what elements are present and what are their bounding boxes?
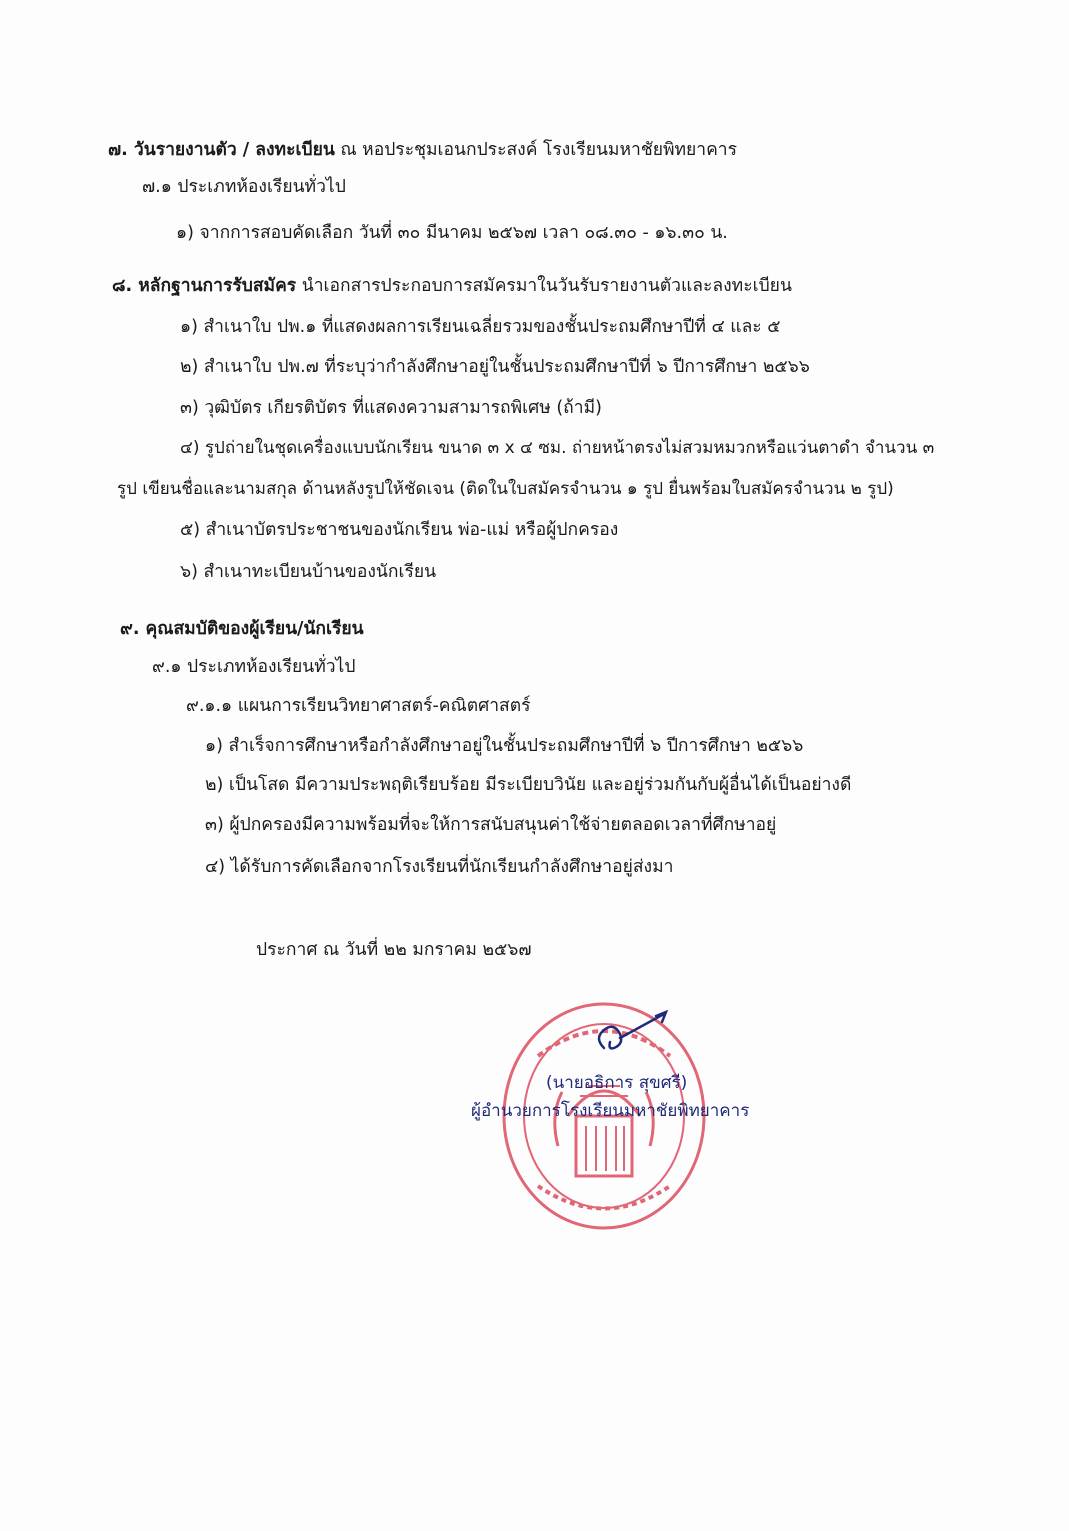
section9-sub1: ๙.๑ ประเภทห้องเรียนทั่วไป [152,657,356,677]
section7-item1: ๑) จากการสอบคัดเลือก วันที่ ๓๐ มีนาคม ๒๕๖๗ เวลา ๐๘.๓๐ - ๑๖.๓๐ น. [176,223,728,243]
section8-heading-rest: นำเอกสารประกอบการสมัครมาในวันรับรายงานตัวและลงทะเบียน [296,276,792,296]
section7-heading-bold: ๗. วันรายงานตัว / ลงทะเบียน [108,140,335,160]
section8-item4-line1: ๔) รูปถ่ายในชุดเครื่องแบบนักเรียน ขนาด ๓ x ๔ ซม. ถ่ายหน้าตรงไม่สวมหมวกหรือแว่นตาดำ จำนวน ๓ [180,438,935,458]
section9-item3: ๓) ผู้ปกครองมีความพร้อมที่จะให้การสนับสนุนค่าใช้จ่ายตลอดเวลาที่ศึกษาอยู่ [205,815,777,835]
section8-item1: ๑) สำเนาใบ ปพ.๑ ที่แสดงผลการเรียนเฉลี่ยรวมของชั้นประถมศึกษาปีที่ ๔ และ ๕ [180,317,781,337]
section7-heading [108,138,737,162]
section8-item4-line2: รูป เขียนชื่อและนามสกุล ด้านหลังรูปให้ชัดเจน (ติดในใบสมัครจำนวน ๑ รูป ยื่นพร้อมใบสมัครจำนวน ๒ รูป) [117,479,894,499]
section9-heading: ๙. คุณสมบัติของผู้เรียน/นักเรียน [120,619,364,639]
section8-item3: ๓) วุฒิบัตร เกียรติบัตร ที่แสดงความสามารถพิเศษ (ถ้ามี) [180,398,602,418]
section8-item6: ๖) สำเนาทะเบียนบ้านของนักเรียน [180,562,437,582]
section9-item1: ๑) สำเร็จการศึกษาหรือกำลังศึกษาอยู่ในชั้นประถมศึกษาปีที่ ๖ ปีการศึกษา ๒๕๖๖ [205,736,804,756]
section7-heading-rest: ณ หอประชุมเอนกประสงค์ โรงเรียนมหาชัยพิทยาคาร [334,140,738,160]
section7-sub1: ๗.๑ ประเภทห้องเรียนทั่วไป [142,177,346,197]
announcement-date: ประกาศ ณ วันที่ ๒๒ มกราคม ๒๕๖๗ [256,940,532,960]
section9-item2: ๒) เป็นโสด มีความประพฤติเรียบร้อย มีระเบียบวินัย และอยู่ร่วมกันกับผู้อื่นได้เป็นอย่างดี [205,775,852,795]
section8-heading-bold: ๘. หลักฐานการรับสมัคร [112,276,297,296]
section8-item5: ๕) สำเนาบัตรประชาชนของนักเรียน พ่อ-แม่ หรือผู้ปกครอง [180,520,619,540]
signer-name: (นายอธิการ สุขศรี) [546,1073,688,1093]
section9-sub11: ๙.๑.๑ แผนการเรียนวิทยาศาสตร์-คณิตศาสตร์ [186,696,531,716]
signer-title: ผู้อำนวยการโรงเรียนมหาชัยพิทยาคาร [471,1101,750,1121]
section8-heading [112,274,792,298]
section8-item2: ๒) สำเนาใบ ปพ.๗ ที่ระบุว่ากำลังศึกษาอยู่ในชั้นประถมศึกษาปีที่ ๖ ปีการศึกษา ๒๕๖๖ [180,357,810,377]
section9-item4: ๔) ได้รับการคัดเลือกจากโรงเรียนที่นักเรียนกำลังศึกษาอยู่ส่งมา [205,857,674,877]
handwritten-signature [584,1008,674,1068]
